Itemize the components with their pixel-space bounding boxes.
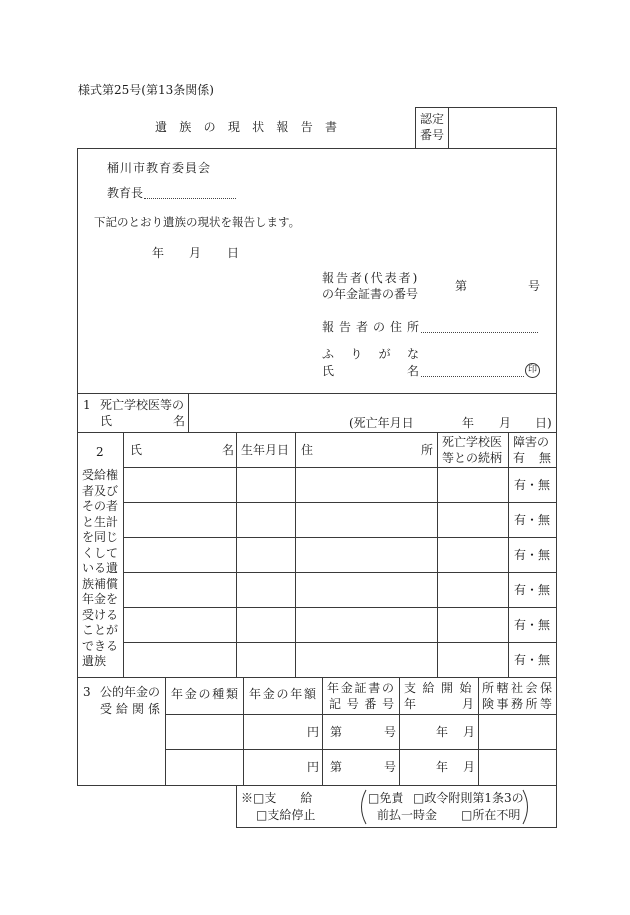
side-label-line: 受給権 xyxy=(82,468,119,482)
start-year-unit: 年 xyxy=(436,724,449,739)
amount-unit: 円 xyxy=(307,760,320,774)
survivor-birth-date-cell xyxy=(236,572,295,607)
office-use-advance: 前払一時金 xyxy=(377,808,438,822)
column-header-disability: 障害の xyxy=(513,435,550,449)
certification-number-field xyxy=(449,108,556,148)
date-year-unit: 年 xyxy=(152,246,165,260)
deceased-name-field xyxy=(189,394,344,432)
column-header-pension-office: 所轄社会保 xyxy=(482,681,555,695)
grid-line xyxy=(236,827,557,828)
office-use-suspend: □支給停止 xyxy=(256,808,316,822)
addressee-office: 桶川市教育委員会 xyxy=(107,161,212,175)
side-label-line: 受ける xyxy=(82,607,119,622)
pension-office-cell xyxy=(478,714,556,749)
form-number: 様式第25号(第13条関係) xyxy=(78,83,214,97)
side-label-line: できる xyxy=(82,638,119,653)
survivor-relation-cell xyxy=(437,607,508,642)
seal-mark: 印 xyxy=(525,363,540,378)
side-label-line: ことが xyxy=(82,623,119,637)
certification-label: 認定 xyxy=(420,112,445,126)
date-day-unit: 日 xyxy=(227,246,240,260)
disability-choice: 有・無 xyxy=(514,652,551,667)
grid-line xyxy=(236,785,237,827)
pension-type-cell xyxy=(165,714,243,749)
pension-start-cell xyxy=(399,714,478,749)
death-date-month-unit: 月 xyxy=(499,416,512,430)
survivor-row xyxy=(123,572,556,607)
left-bracket-icon xyxy=(356,788,368,826)
column-header-disability: 有 無 xyxy=(513,451,551,465)
survivor-name-cell xyxy=(123,467,236,502)
pension-amount-cell xyxy=(243,714,322,749)
pensions-label: 受給関係 xyxy=(100,702,165,716)
pension-cert-cell xyxy=(322,714,399,749)
grid-line xyxy=(415,107,416,148)
side-label-line: その者 xyxy=(82,499,119,513)
column-header-start-year: 年 xyxy=(404,697,417,711)
grid-line xyxy=(77,148,557,149)
column-header-address: 住 所 xyxy=(301,443,433,457)
death-date-year-unit: 年 xyxy=(462,416,475,430)
column-header-annual-amount: 年金の年額 xyxy=(249,687,318,701)
death-date-label: (死亡年月日 xyxy=(349,416,414,430)
grid-line xyxy=(77,432,557,433)
office-use-unknown: □所在不明 xyxy=(461,808,521,822)
reporter-cert-suffix: 号 xyxy=(528,279,541,293)
start-year-unit: 年 xyxy=(436,760,449,774)
survivor-name-cell xyxy=(123,572,236,607)
grid-line xyxy=(556,107,557,828)
survivor-address-cell xyxy=(295,607,437,642)
pensions-label: 公的年金の xyxy=(100,685,161,699)
column-header-relation: 死亡学校医 xyxy=(442,435,503,449)
amount-unit: 円 xyxy=(307,724,320,739)
survivor-relation-cell xyxy=(437,537,508,572)
survivor-birth-date-cell xyxy=(236,467,295,502)
disability-choice: 有・無 xyxy=(514,547,551,562)
reporter-cert-prefix: 第 xyxy=(455,279,468,293)
addressee-title: 教育長 xyxy=(107,186,144,200)
survivor-relation-cell xyxy=(437,642,508,677)
deceased-name-label: 氏 名 xyxy=(100,414,185,428)
side-label-line: 者及び xyxy=(82,483,119,498)
side-label-line: を同じ xyxy=(82,530,119,544)
addressee-name-line xyxy=(144,198,236,199)
column-header-name: 氏 名 xyxy=(130,443,234,457)
survivor-birth-date-cell xyxy=(236,537,295,572)
report-statement: 下記のとおり遺族の現状を報告します。 xyxy=(94,215,301,229)
column-header-start-month: 月 xyxy=(462,697,475,711)
survivor-name-cell xyxy=(123,502,236,537)
column-header-start-date: 支給開始 xyxy=(404,681,479,695)
start-month-unit: 月 xyxy=(463,724,476,739)
survivor-name-cell xyxy=(123,607,236,642)
survivor-address-cell xyxy=(295,537,437,572)
pension-row xyxy=(165,749,556,785)
pension-start-cell xyxy=(399,749,478,785)
survivor-row xyxy=(123,537,556,572)
survivor-disability-cell xyxy=(508,467,556,502)
survivor-relation-cell xyxy=(437,572,508,607)
office-use-pay: ※□支 給 xyxy=(241,791,313,805)
side-label-line: 族補償 xyxy=(82,576,119,591)
pension-row xyxy=(165,714,556,749)
survivor-birth-date-cell xyxy=(236,607,295,642)
survivor-row xyxy=(123,642,556,677)
reporter-address-label: 報 告 者 の 住 所 xyxy=(322,320,419,334)
office-use-exempt: □免責 xyxy=(368,791,404,805)
side-label-line: 遺族 xyxy=(82,654,107,668)
survivor-address-cell xyxy=(295,642,437,677)
survivor-relation-cell xyxy=(437,467,508,502)
cert-suffix: 号 xyxy=(384,724,397,739)
grid-line xyxy=(77,785,557,786)
certification-label: 番号 xyxy=(420,128,445,142)
survivor-birth-date-cell xyxy=(236,502,295,537)
pension-cert-cell xyxy=(322,749,399,785)
survivor-disability-cell xyxy=(508,572,556,607)
reporter-cert-label: 報告者(代表者) xyxy=(322,271,420,285)
cert-prefix: 第 xyxy=(330,724,343,739)
disability-choice: 有・無 xyxy=(514,512,551,527)
death-date-day-unit: 日) xyxy=(535,416,552,430)
survivor-address-cell xyxy=(295,467,437,502)
survivors-side-label xyxy=(82,468,122,670)
survivor-disability-cell xyxy=(508,537,556,572)
survivor-name-cell xyxy=(123,642,236,677)
grid-line xyxy=(77,677,557,678)
office-use-ordinance: □政令附則第1条3の xyxy=(413,791,524,805)
section-number: 2 xyxy=(96,445,104,459)
survivor-disability-cell xyxy=(508,642,556,677)
side-label-line: くして xyxy=(82,545,119,560)
column-header-pension-type: 年金の種類 xyxy=(171,687,240,701)
disability-choice: 有・無 xyxy=(514,617,551,632)
reporter-furigana-label: ふ り が な xyxy=(322,347,419,361)
survivor-row xyxy=(123,607,556,642)
survivor-address-cell xyxy=(295,572,437,607)
survivor-disability-cell xyxy=(508,607,556,642)
column-header-cert-number: 記号番号 xyxy=(329,697,400,711)
right-bracket-icon xyxy=(521,788,533,826)
pension-amount-cell xyxy=(243,749,322,785)
survivor-relation-cell xyxy=(437,502,508,537)
side-label-line: と生計 xyxy=(82,514,119,529)
survivor-address-cell xyxy=(295,502,437,537)
reporter-name-line xyxy=(421,376,524,377)
section-number: 1 xyxy=(83,398,91,412)
column-header-pension-office: 険事務所等 xyxy=(482,697,555,711)
deceased-name-label: 死亡学校医等の xyxy=(100,398,185,412)
reporter-address-line xyxy=(421,332,538,333)
pension-office-cell xyxy=(478,749,556,785)
survivor-row xyxy=(123,467,556,502)
survivor-disability-cell xyxy=(508,502,556,537)
reporter-name-label: 氏 名 xyxy=(322,364,419,378)
form-title: 遺 族 の 現 状 報 告 書 xyxy=(155,120,337,134)
reporter-cert-label: の年金証書の番号 xyxy=(322,287,419,301)
column-header-relation: 等との続柄 xyxy=(442,451,503,465)
grid-line xyxy=(77,148,78,786)
date-month-unit: 月 xyxy=(189,246,202,260)
survivor-row xyxy=(123,502,556,537)
survivor-name-cell xyxy=(123,537,236,572)
cert-suffix: 号 xyxy=(384,760,397,774)
side-label-line: 年金を xyxy=(82,592,119,606)
section-number: 3 xyxy=(83,685,91,699)
column-header-cert-number: 年金証書の xyxy=(327,681,396,695)
start-month-unit: 月 xyxy=(463,760,476,774)
disability-choice: 有・無 xyxy=(514,477,551,492)
side-label-line: いる遺 xyxy=(82,561,119,575)
cert-prefix: 第 xyxy=(330,760,343,774)
column-header-birth-date: 生年月日 xyxy=(241,443,290,457)
pension-type-cell xyxy=(165,749,243,785)
disability-choice: 有・無 xyxy=(514,582,551,597)
survivor-birth-date-cell xyxy=(236,642,295,677)
